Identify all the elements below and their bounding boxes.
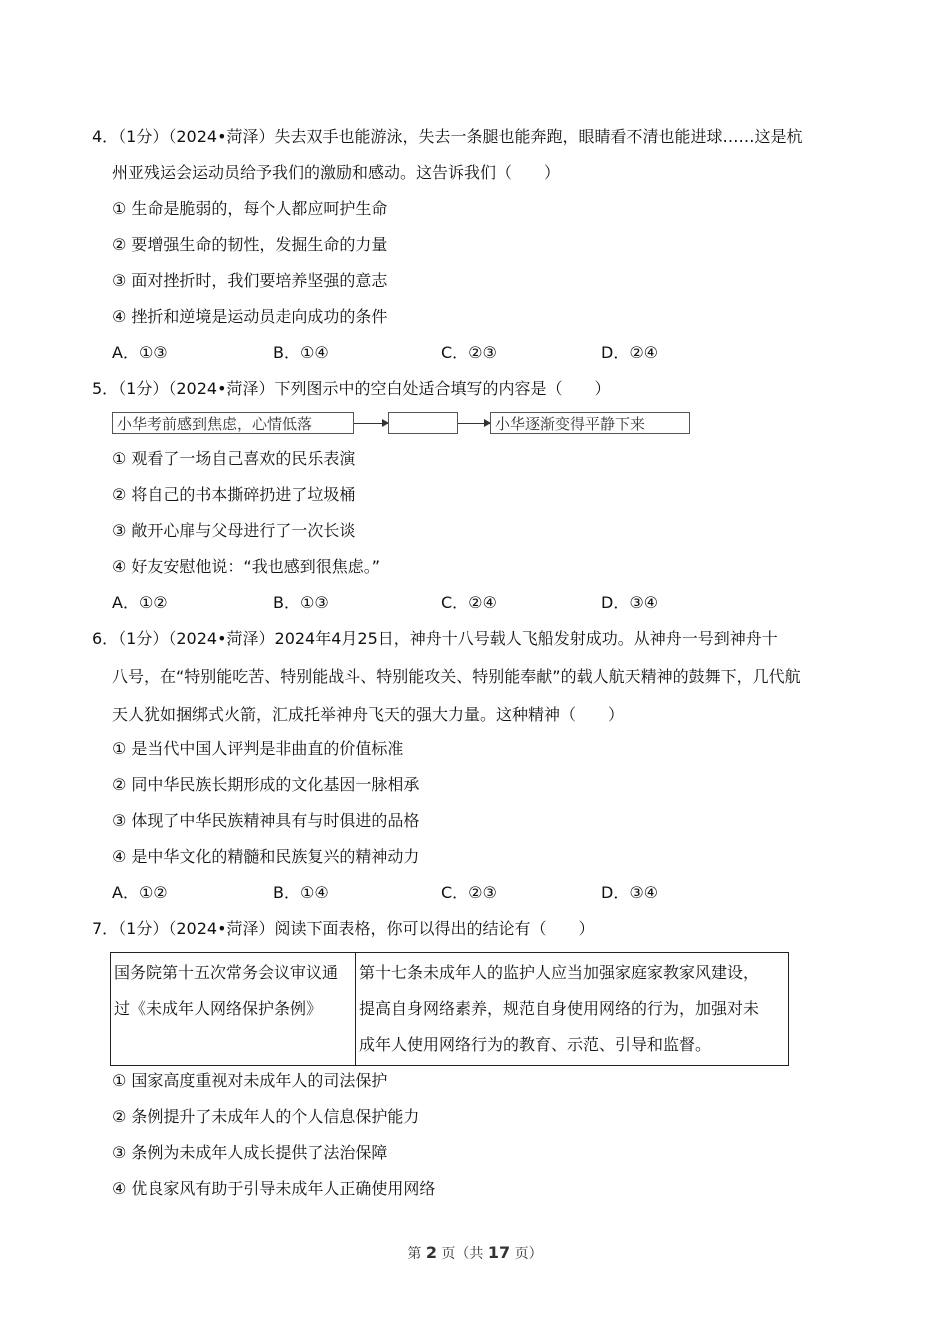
footer-total-pages: 17: [487, 1243, 511, 1262]
q7-item-4: ④ 优良家风有助于引导未成年人正确使用网络: [112, 1179, 436, 1198]
flow-arrow-2: [458, 423, 490, 424]
q7-item-2: ② 条例提升了未成年人的个人信息保护能力: [112, 1107, 420, 1126]
q5-option-d[interactable]: D．③④: [601, 593, 659, 612]
flow-arrow-1: [354, 423, 388, 424]
q4-option-b[interactable]: B．①④: [273, 343, 329, 362]
footer-middle: 页（共: [436, 1246, 488, 1262]
q7-table-left-line-1: 国务院第十五次常务会议审议通: [114, 963, 339, 982]
q6-stem-line-2: 八号，在“特别能吃苦、特别能战斗、特别能攻关、特别能奉献”的载人航天精神的鼓舞下，几代航: [112, 667, 801, 686]
page-footer: [0, 1243, 950, 1263]
q7-stem: 7．（1分）（2024•菏泽）阅读下面表格，你可以得出的结论有（ ）: [92, 919, 595, 938]
q6-option-d[interactable]: D．③④: [601, 883, 659, 902]
q4-item-3: ③ 面对挫折时，我们要培养坚强的意志: [112, 271, 388, 290]
footer-prefix: 第: [407, 1246, 426, 1262]
q4-item-1: ① 生命是脆弱的，每个人都应呵护生命: [112, 199, 388, 218]
q6-item-4: ④ 是中华文化的精髓和民族复兴的精神动力: [112, 847, 420, 866]
table-row: [111, 953, 789, 1066]
q4-stem-line-2: 州亚残运会运动员给予我们的激励和感动。这告诉我们（ ）: [112, 163, 561, 182]
q5-item-1: ① 观看了一场自己喜欢的民乐表演: [112, 449, 356, 468]
q6-option-b[interactable]: B．①④: [273, 883, 329, 902]
q6-option-a[interactable]: A．①②: [112, 883, 168, 902]
q5-flow-diagram: [112, 412, 712, 438]
footer-page-number: 2: [425, 1243, 437, 1262]
q7-table-right-line-2: 提高自身网络素养，规范自身使用网络的行为，加强对未: [359, 999, 760, 1018]
q5-item-3: ③ 敞开心扉与父母进行了一次长谈: [112, 521, 356, 540]
q7-item-1: ① 国家高度重视对未成年人的司法保护: [112, 1071, 388, 1090]
q5-option-b[interactable]: B．①③: [273, 593, 329, 612]
footer-suffix: 页）: [510, 1246, 543, 1262]
q6-item-3: ③ 体现了中华民族精神具有与时俱进的品格: [112, 811, 420, 830]
q4-item-4: ④ 挫折和逆境是运动员走向成功的条件: [112, 307, 388, 326]
q7-table-right-line-3: 成年人使用网络行为的教育、示范、引导和监督。: [359, 1035, 712, 1054]
q5-item-4: ④ 好友安慰他说：“我也感到很焦虑。”: [112, 557, 381, 576]
q5-stem: 5．（1分）（2024•菏泽）下列图示中的空白处适合填写的内容是（ ）: [92, 379, 611, 398]
q4-option-c[interactable]: C．②③: [441, 343, 497, 362]
flow-box-blank: [388, 412, 458, 434]
q5-option-c[interactable]: C．②④: [441, 593, 497, 612]
q5-option-a[interactable]: A．①②: [112, 593, 168, 612]
q7-table-cell-left: [111, 953, 356, 1066]
flow-box-end: 小华逐渐变得平静下来: [490, 412, 690, 434]
q6-stem-line-1: 6．（1分）（2024•菏泽）2024年4月25日，神舟十八号载人飞船发射成功。从神舟一号到神舟十: [92, 629, 778, 648]
q7-table-left-line-2: 过《未成年人网络保护条例》: [114, 999, 323, 1018]
q7-table: [110, 952, 789, 1066]
q6-item-1: ① 是当代中国人评判是非曲直的价值标准: [112, 739, 404, 758]
q6-item-2: ② 同中华民族长期形成的文化基因一脉相承: [112, 775, 420, 794]
flow-box-start: 小华考前感到焦虑，心情低落: [112, 412, 354, 434]
q5-item-2: ② 将自己的书本撕碎扔进了垃圾桶: [112, 485, 356, 504]
q6-option-c[interactable]: C．②③: [441, 883, 497, 902]
q4-option-a[interactable]: A．①③: [112, 343, 168, 362]
q6-stem-line-3: 天人犹如捆绑式火箭，汇成托举神舟飞天的强大力量。这种精神（ ）: [112, 705, 625, 724]
q4-item-2: ② 要增强生命的韧性，发掘生命的力量: [112, 235, 388, 254]
q4-stem-line-1: 4．（1分）（2024•菏泽）失去双手也能游泳，失去一条腿也能奔跑，眼睛看不清也能进球……这是杭: [92, 127, 803, 146]
q4-option-d[interactable]: D．②④: [601, 343, 659, 362]
q7-table-right-line-1: 第十七条未成年人的监护人应当加强家庭家教家风建设，: [359, 963, 760, 982]
q7-table-cell-right: [356, 953, 789, 1066]
q7-item-3: ③ 条例为未成年人成长提供了法治保障: [112, 1143, 388, 1162]
